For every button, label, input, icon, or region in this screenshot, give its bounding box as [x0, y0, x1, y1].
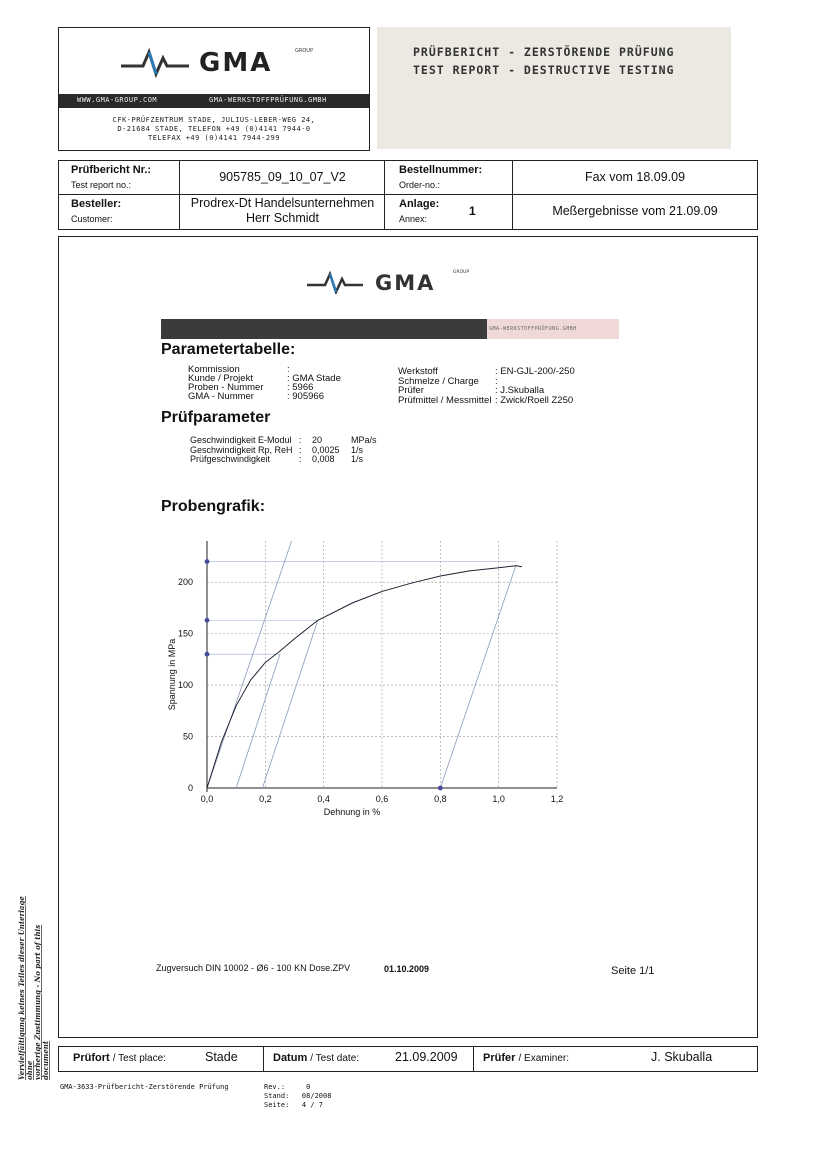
y-axis-label: Spannung in MPa: [167, 638, 177, 711]
logo-text: GMA: [199, 48, 273, 78]
report-no-value: 905785_09_10_07_V2: [219, 170, 346, 184]
data-marker: [205, 652, 210, 657]
report-footer-page: Seite 1/1: [611, 965, 655, 977]
annex-label-cell: [385, 195, 513, 229]
divider: [473, 1047, 474, 1071]
param-right-key: Werkstoff: [398, 366, 438, 377]
order-no-value: Fax vom 18.09.09: [584, 170, 686, 184]
pruef-separator: :: [299, 444, 302, 455]
examiner-label: Prüfer: [483, 1052, 516, 1064]
offset-line: [236, 654, 280, 788]
copyright-line-2: ohne: [25, 1060, 34, 1080]
param-left-value: : GMA Stade: [287, 373, 341, 384]
x-axis-label: Dehnung in %: [323, 807, 381, 817]
info-table: [58, 160, 758, 230]
report-no-sub: Test report no.:: [71, 180, 132, 190]
examiner-label-group: [483, 1052, 569, 1064]
copyright-line-3: vorherige Zustimmung - No part of this: [33, 924, 42, 1080]
title-german: PRÜFBERICHT - ZERSTÖRENDE PRÜFUNG: [413, 45, 675, 59]
annex-label: Anlage:: [399, 198, 440, 210]
modulus-line: [207, 541, 292, 788]
customer-value-1: Prodrex-Dt Handelsunternehmen: [190, 196, 375, 210]
customer-sub: Customer:: [71, 214, 113, 224]
param-right-value: : J.Skuballa: [495, 385, 545, 396]
report-footer-date: 01.10.2009: [384, 964, 430, 974]
param-left-key: GMA - Nummer: [188, 391, 254, 402]
report-no-label: Prüfbericht Nr.:: [71, 164, 152, 176]
date-label: Datum: [273, 1052, 308, 1064]
order-no-sub: Order-no.:: [399, 180, 441, 190]
pruef-key: Prüfgeschwindigkeit: [190, 454, 271, 464]
banner-company-text: GMA-WERKSTOFFPRÜFUNG.GMBH: [489, 326, 577, 332]
param-right-key: Schmelze / Charge: [398, 375, 479, 387]
report-footer-test: Zugversuch DIN 10002 - Ø6 - 100 KN Dose.ZPV: [156, 963, 351, 973]
customer-value-cell: [180, 195, 385, 229]
date-sub: / Test date:: [310, 1053, 360, 1064]
y-tick-label: 200: [177, 577, 193, 588]
y-tick-label: 50: [182, 731, 193, 742]
place-value: Stade: [205, 1050, 238, 1064]
pruef-separator: :: [299, 435, 302, 445]
x-tick-label: 1,0: [492, 794, 505, 804]
pruef-key: Geschwindigkeit Rp, ReH: [190, 444, 293, 455]
gma-logo-icon: [121, 44, 191, 78]
x-tick-label: 0,2: [259, 794, 272, 804]
website-url: WWW.GMA-GROUP.COM: [77, 96, 158, 104]
pruef-key: Geschwindigkeit E-Modul: [190, 435, 292, 445]
report-no-value-cell: [180, 161, 385, 195]
page-number: Seite: 4 / 7: [264, 1101, 324, 1109]
company-name: GMA-WERKSTOFFPRÜFUNG.GMBH: [209, 96, 327, 104]
annex-value: 1: [469, 204, 476, 218]
pruef-value: 20: [312, 435, 323, 445]
order-no-label: Bestellnummer:: [399, 164, 483, 176]
pruef-unit: 1/s: [351, 454, 364, 464]
x-tick-label: 0,6: [375, 794, 389, 804]
customer-value-2: Herr Schmidt: [246, 211, 319, 225]
stress-strain-curve: [207, 566, 522, 788]
y-tick-label: 150: [177, 628, 193, 639]
param-left-key: Kunde / Projekt: [188, 373, 253, 384]
report-frame: [58, 236, 758, 1038]
logo-group-text: GROUP: [295, 48, 313, 54]
title-english: TEST REPORT - DESTRUCTIVE TESTING: [413, 63, 675, 77]
report-no-label-cell: [59, 161, 180, 195]
y-tick-label: 100: [177, 680, 193, 691]
report-title-box: [377, 27, 731, 149]
divider: [263, 1047, 264, 1071]
place-sub: / Test place:: [112, 1053, 166, 1064]
pruef-unit: 1/s: [351, 444, 364, 455]
pruef-heading: Prüfparameter: [161, 409, 271, 426]
pruef-value: 0,0025: [312, 444, 340, 455]
customer-label-cell: [59, 195, 180, 229]
data-marker: [438, 786, 443, 791]
address-line-3: TELEFAX +49 (0)4141 7944-299: [147, 134, 280, 142]
header-logo-box: [58, 27, 370, 151]
examiner-value: J. Skuballa: [651, 1050, 713, 1064]
pruef-separator: :: [299, 454, 302, 464]
copyright-line-1: Vervielfältigung keines Teiles dieser Unterlage: [17, 896, 26, 1080]
graph-heading: Probengrafik:: [161, 498, 266, 515]
offset-line: [440, 565, 516, 788]
data-marker: [205, 559, 210, 564]
address-line-2: D-21684 STADE, TELEFON +49 (0)4141 7944-0: [117, 125, 311, 133]
signature-table: [58, 1046, 758, 1072]
place-label: Prüfort: [73, 1052, 110, 1064]
x-tick-label: 0,0: [200, 794, 214, 804]
revision: Rev.: 0: [264, 1083, 311, 1091]
x-tick-label: 1,2: [550, 794, 564, 804]
grey-banner: [161, 319, 487, 339]
address-line-1: CFK-PRÜFZENTRUM STADE, JULIUS-LEBER-WEG 24,: [112, 116, 316, 124]
copyright-notice: [14, 850, 54, 1080]
pruef-value: 0,008: [312, 454, 335, 464]
param-right-value: :: [495, 375, 498, 387]
param-right-key: Prüfer: [398, 385, 424, 396]
date-label-group: [273, 1052, 359, 1064]
y-tick-label: 0: [187, 783, 193, 793]
offset-line: [262, 620, 317, 788]
param-left-value: : 905966: [287, 391, 324, 402]
pruef-unit: MPa/s: [351, 435, 377, 445]
inner-logo-text: GMA: [375, 271, 436, 295]
param-right-key: Prüfmittel / Messmittel: [398, 394, 492, 406]
data-marker: [205, 618, 210, 623]
param-left-value: : 5966: [287, 382, 314, 393]
form-number: GMA-3633-Prüfbericht-Zerstörende Prüfung: [60, 1083, 229, 1091]
place-label-group: [73, 1052, 166, 1064]
param-right-value: : Zwick/Roell Z250: [495, 394, 574, 406]
annex-desc: Meßergebnisse vom 21.09.09: [552, 204, 718, 218]
param-left-value: :: [287, 364, 290, 375]
order-no-value-cell: [513, 161, 757, 195]
order-no-label-cell: [385, 161, 513, 195]
revision-block: [264, 1083, 331, 1110]
annex-desc-cell: [513, 195, 757, 229]
customer-label: Besteller:: [71, 198, 122, 210]
stress-strain-chart: [159, 527, 579, 827]
x-tick-label: 0,8: [434, 794, 447, 804]
copyright-line-4: document: [41, 1040, 50, 1080]
param-left-key: Proben - Nummer: [188, 382, 264, 393]
param-right-value: : EN-GJL-200/-250: [495, 366, 575, 377]
param-left-key: Kommission: [188, 364, 240, 375]
date-value: 21.09.2009: [395, 1050, 458, 1064]
param-heading: Parametertabelle:: [161, 341, 296, 358]
examiner-sub: / Examiner:: [518, 1053, 570, 1064]
x-tick-label: 0,4: [317, 794, 330, 804]
annex-sub: Annex:: [399, 214, 428, 224]
gma-logo-icon-small: [307, 268, 365, 294]
inner-logo-group: GROUP: [453, 270, 470, 275]
stand: Stand: 08/2008: [264, 1092, 332, 1100]
